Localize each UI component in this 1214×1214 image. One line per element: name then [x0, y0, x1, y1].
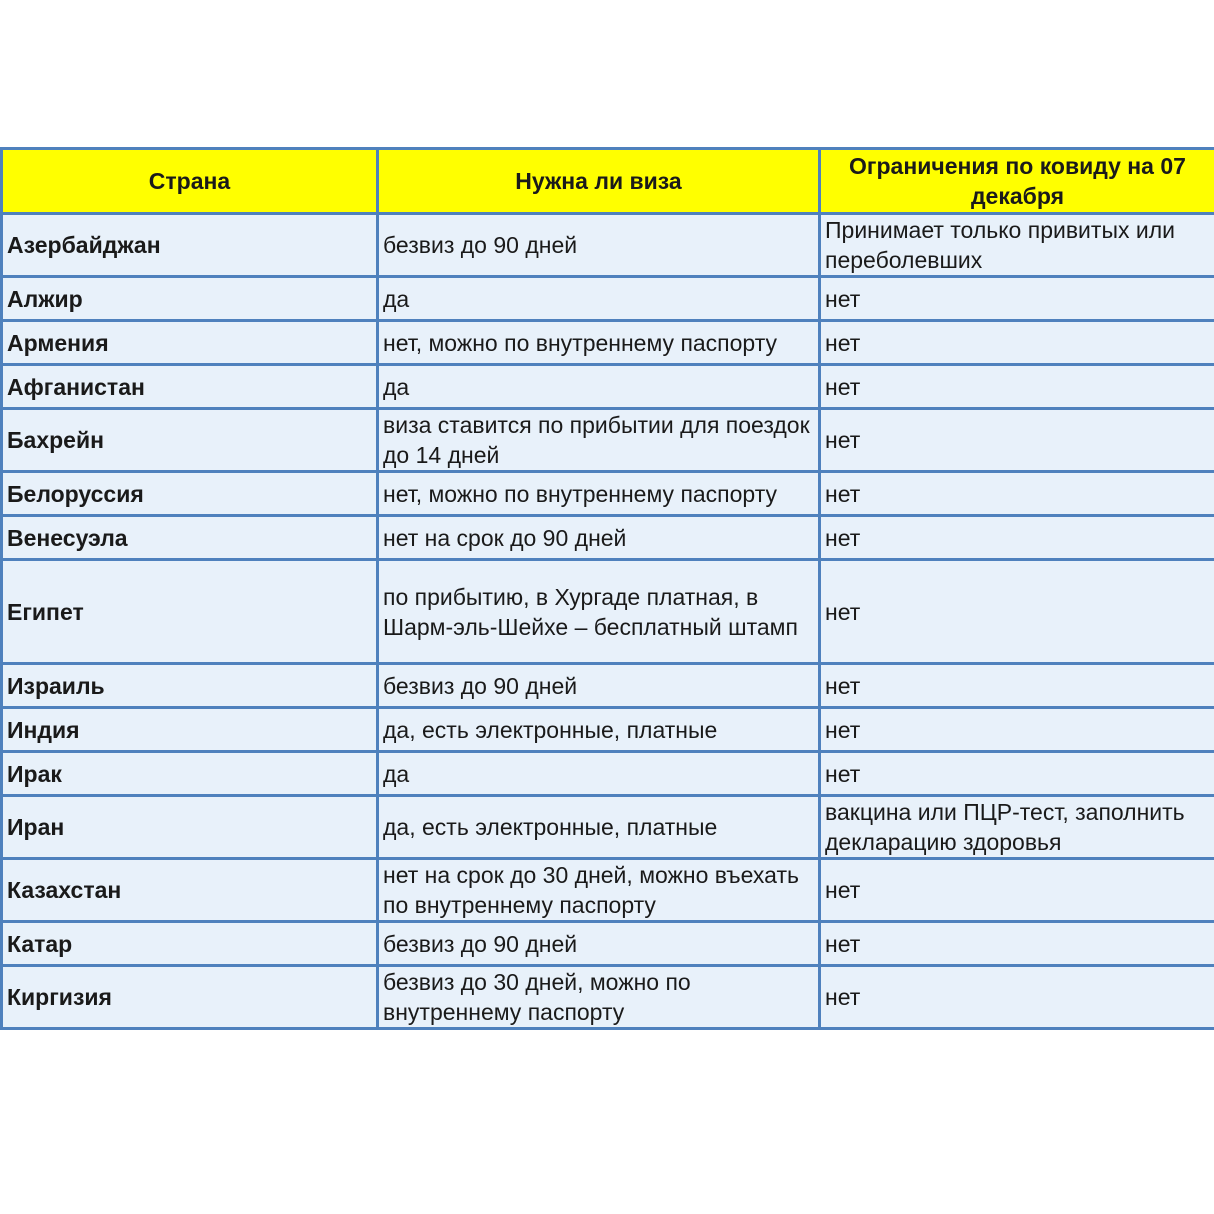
- country-cell: Киргизия: [2, 966, 378, 1029]
- table-row: [2, 409, 1214, 472]
- visa-cell: виза ставится по прибытии для поездок до 14 дней: [378, 409, 820, 472]
- country-cell: Азербайджан: [2, 214, 378, 277]
- visa-cell: нет на срок до 30 дней, можно въехать по внутреннему паспорту: [378, 859, 820, 922]
- covid-cell: нет: [820, 708, 1214, 752]
- covid-cell: нет: [820, 365, 1214, 409]
- visa-cell: нет, можно по внутреннему паспорту: [378, 321, 820, 365]
- visa-cell: да, есть электронные, платные: [378, 708, 820, 752]
- country-cell: Афганистан: [2, 365, 378, 409]
- covid-cell: нет: [820, 560, 1214, 664]
- table-row: [2, 859, 1214, 922]
- covid-cell: нет: [820, 409, 1214, 472]
- visa-cell: да: [378, 752, 820, 796]
- table-row: [2, 472, 1214, 516]
- country-cell: Армения: [2, 321, 378, 365]
- covid-cell: нет: [820, 664, 1214, 708]
- table-row: [2, 708, 1214, 752]
- table-row: [2, 277, 1214, 321]
- visa-cell: да: [378, 277, 820, 321]
- country-cell: Белоруссия: [2, 472, 378, 516]
- visa-cell: да, есть электронные, платные: [378, 796, 820, 859]
- country-cell: Алжир: [2, 277, 378, 321]
- covid-cell: вакцина или ПЦР-тест, заполнить декларацию здоровья: [820, 796, 1214, 859]
- country-cell: Казахстан: [2, 859, 378, 922]
- header-covid: Ограничения по ковиду на 07 декабря: [820, 149, 1214, 214]
- covid-cell: нет: [820, 752, 1214, 796]
- visa-cell: да: [378, 365, 820, 409]
- header-visa: Нужна ли виза: [378, 149, 820, 214]
- covid-cell: нет: [820, 922, 1214, 966]
- country-cell: Израиль: [2, 664, 378, 708]
- table-row: [2, 560, 1214, 664]
- visa-cell: безвиз до 30 дней, можно по внутреннему паспорту: [378, 966, 820, 1029]
- table-row: [2, 516, 1214, 560]
- visa-cell: безвиз до 90 дней: [378, 214, 820, 277]
- table-row: [2, 922, 1214, 966]
- country-cell: Египет: [2, 560, 378, 664]
- visa-cell: нет на срок до 90 дней: [378, 516, 820, 560]
- visa-cell: по прибытию, в Хургаде платная, в Шарм-эль-Шейхе – бесплатный штамп: [378, 560, 820, 664]
- visa-cell: нет, можно по внутреннему паспорту: [378, 472, 820, 516]
- table-row: [2, 796, 1214, 859]
- covid-cell: нет: [820, 516, 1214, 560]
- country-cell: Индия: [2, 708, 378, 752]
- table-row: [2, 365, 1214, 409]
- header-row: [2, 149, 1214, 214]
- country-cell: Иран: [2, 796, 378, 859]
- country-cell: Катар: [2, 922, 378, 966]
- country-cell: Бахрейн: [2, 409, 378, 472]
- covid-cell: Принимает только привитых или переболевших: [820, 214, 1214, 277]
- header-country: Страна: [2, 149, 378, 214]
- table-row: [2, 321, 1214, 365]
- visa-cell: безвиз до 90 дней: [378, 664, 820, 708]
- visa-covid-table: [0, 147, 1214, 1030]
- table-row: [2, 664, 1214, 708]
- covid-cell: нет: [820, 472, 1214, 516]
- table-row: [2, 752, 1214, 796]
- table-row: [2, 966, 1214, 1029]
- country-cell: Ирак: [2, 752, 378, 796]
- country-cell: Венесуэла: [2, 516, 378, 560]
- covid-cell: нет: [820, 966, 1214, 1029]
- covid-cell: нет: [820, 321, 1214, 365]
- visa-cell: безвиз до 90 дней: [378, 922, 820, 966]
- covid-cell: нет: [820, 277, 1214, 321]
- table-row: [2, 214, 1214, 277]
- covid-cell: нет: [820, 859, 1214, 922]
